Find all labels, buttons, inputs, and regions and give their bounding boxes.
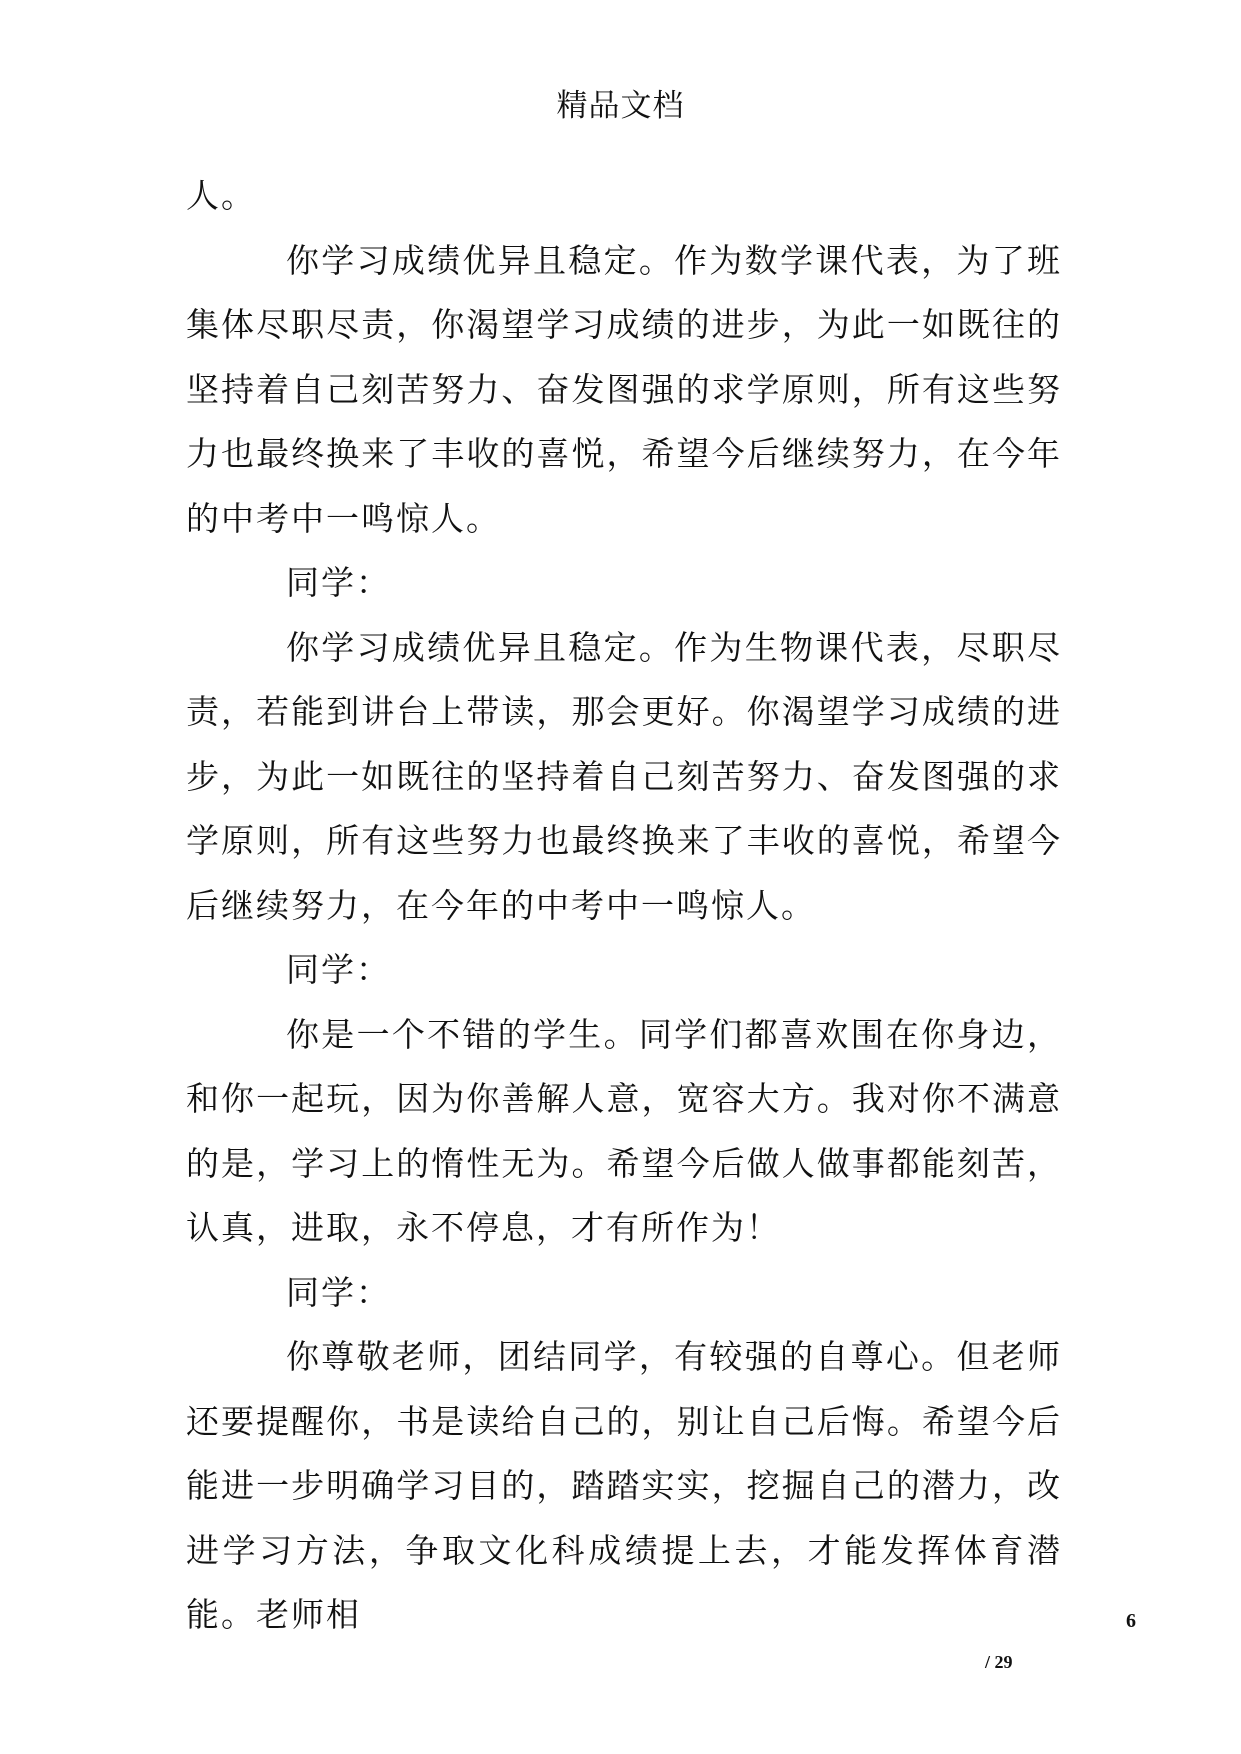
- salutation: 同学：: [286, 1272, 391, 1312]
- paragraph: 你尊敬老师，团结同学，有较强的自尊心。但老师还要提醒你，书是读给自己的，别让自己后悔。希望今后能进一步明确学习目的，踏踏实实，挖掘自己的潜力，改进学习方法，争取文化科成绩提上去，才能发挥体育潜能。老师相: [186, 1337, 1062, 1634]
- page-header-title: 精品文档: [556, 88, 685, 124]
- paragraph: 你学习成绩优异且稳定。作为生物课代表，尽职尽责，若能到讲台上带读，那会更好。你渴望学习成绩的进步，为此一如既往的坚持着自己刻苦努力、奋发图强的求学原则，所有这些努力也最终换来了丰收的喜悦，希望今后继续努力，在今年的中考中一鸣惊人。: [186, 627, 1062, 925]
- paragraph: 人。: [186, 176, 256, 215]
- document-body: [186, 164, 1062, 1648]
- page-total: / 29: [985, 1652, 1013, 1672]
- paragraph: 你学习成绩优异且稳定。作为数学课代表，为了班集体尽职尽责，你渴望学习成绩的进步，为此一如既往的坚持着自己刻苦努力、奋发图强的求学原则，所有这些努力也最终换来了丰收的喜悦，希望今后继续努力，在今年的中考中一鸣惊人。: [186, 240, 1062, 538]
- paragraph: 你是一个不错的学生。同学们都喜欢围在你身边，和你一起玩，因为你善解人意，宽容大方。我对你不满意的是，学习上的惰性无为。希望今后做人做事都能刻苦，认真，进取，永不停息，才有所作为！: [186, 1014, 1062, 1247]
- page-number: 6: [1126, 1610, 1136, 1632]
- salutation: 同学：: [286, 563, 391, 602]
- salutation: 同学：: [286, 950, 391, 989]
